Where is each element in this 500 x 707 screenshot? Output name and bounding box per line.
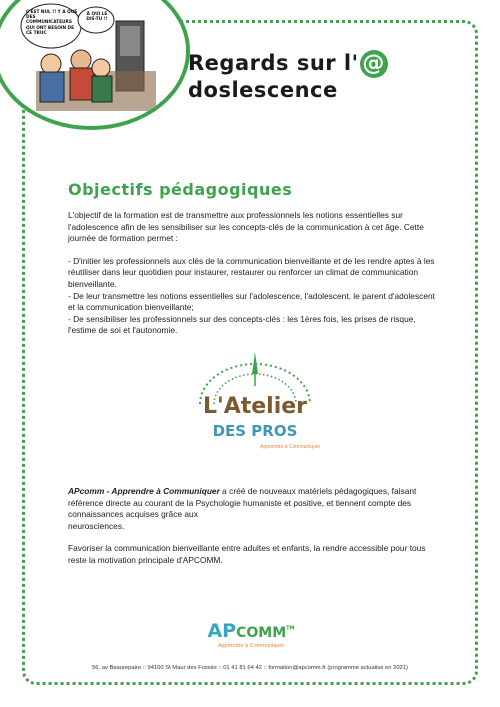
apcomm-paragraph-1-end: neurosciences. — [68, 520, 125, 531]
apcomm-logo — [186, 620, 316, 649]
objectives-intro: L'objectif de la formation est de transmettre aux professionnels les notions essentielles sur l'adolescence afin de les sensibiliser sur les concepts-clés de la communication à cet âge. Cette journée de formation permet : — [68, 210, 424, 244]
apcomm-logo-ap: AP — [207, 620, 237, 642]
apcomm-logo-tagline: Apprendre à Communiquer — [217, 643, 285, 649]
atelier-tagline: Apprendre à Communiquer — [260, 444, 321, 450]
objectives-bullet-1: - D'initier les professionnels aux clés de la communication bienveillante et de les rendre aptes à les réutiliser dans leur quotidien pour instaurer, restaurer ou renforcer un climat de communication bienveillante. — [68, 255, 435, 289]
speech-bubble-text-1: C'EST NUL !! Y A QUE DES COMMUNICATEURS QUI ONT BESOIN DE CE TRUC — [26, 10, 78, 36]
objectives-text — [68, 210, 440, 337]
objectives-bullet-3: - De sensibiliser les professionnels sur des concepts-clés : les 1ères fois, les prises de risque, l'estime de soi et l'autonomie. — [68, 313, 416, 336]
apcomm-paragraph-2: Favoriser la communication bienveillante entre adultes et enfants, la rendre accessible pour tous reste la motivation principale d'APCOMM. — [68, 543, 426, 565]
apcomm-logo-wordmark — [186, 620, 316, 642]
objectives-heading: Objectifs pédagogiques — [68, 180, 293, 199]
atelier-line-2: DES PROS — [212, 422, 298, 440]
apcomm-brand-name: APcomm - Apprendre à Communiquer — [68, 486, 220, 496]
page-title — [188, 50, 500, 102]
apcomm-logo-comm: COMM — [236, 625, 287, 641]
atelier-des-pros-logo — [180, 352, 330, 462]
title-part-2: doslescence — [188, 78, 338, 102]
footer-contact: 56, av Beaurepaire :: 94100 St Maur des Fossés :: 01 41 81 64 42 :: formation@apcomm.fr (programme actualisé en 2021) — [92, 665, 408, 671]
title-part-1: Regards sur l' — [188, 51, 359, 75]
objectives-bullet-2: - De leur transmettre les notions essentielles sur l'adolescence, l'adolescent, le parent d'adolescent et la communication bienveillante; — [68, 290, 435, 313]
at-sign-icon: @ — [360, 50, 388, 78]
speech-bubble-text-2: À QUI LE DIS-TU !! — [86, 12, 108, 23]
apcomm-logo-tm: TM — [286, 625, 295, 632]
atelier-line-1: L'Atelier — [202, 394, 308, 419]
apcomm-paragraph-1-rest: a créé de nouveaux matériels pédagogiques, faisant référence directe au courant de la Psychologie humaniste et positive, et tiennent compte des connaissances acquises grâce aux — [68, 486, 417, 520]
apcomm-paragraph-1 — [68, 486, 440, 521]
apcomm-description — [68, 486, 440, 567]
